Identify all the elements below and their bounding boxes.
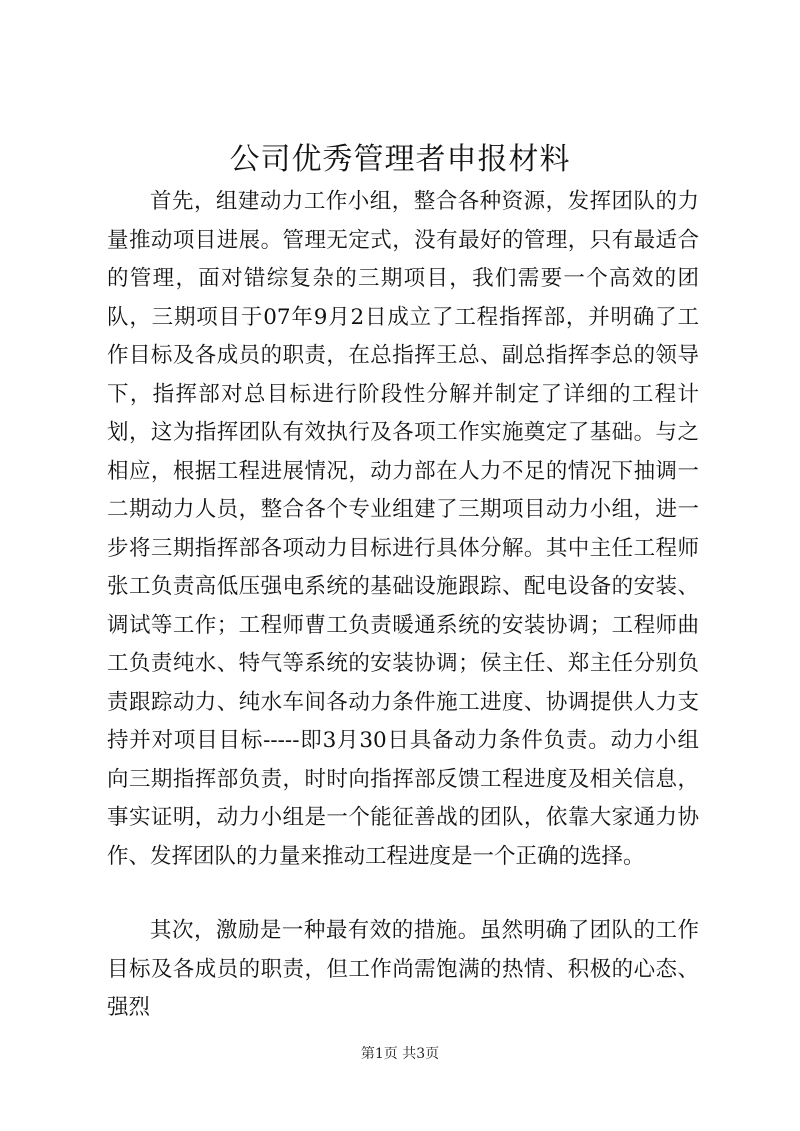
- document-title: 公司优秀管理者申报材料: [229, 142, 571, 177]
- page-footer: 第1页 共3页: [360, 1046, 440, 1062]
- paragraph-1: 首先，组建动力工作小组，整合各种资源，发挥团队的力量推动项目进展。管理无定式，没有最好的管理，只有最适合的管理，面对错综复杂的三期项目，我们需要一个高效的团队，三期项目于07年9月2日成立了工程指挥部，并明确了工作目标及各成员的职责，在总指挥王总、副总指挥李总的领导下，指挥部对总目标进行阶段性分解并制定了详细的工程计划，这为指挥团队有效执行及各项工作实施奠定了基础。与之相应，根据工程进展情况，动力部在人力不足的情况下抽调一二期动力人员，整合各个专业组建了三期项目动力小组，进一步将三期指挥部各项动力目标进行具体分解。其中主任工程师张工负责高低压强电系统的基础设施跟踪、配电设备的安装、调试等工作；工程师曹工负责暖通系统的安装协调；工程师曲工负责纯水、特气等系统的安装协调；侯主任、郑主任分别负责跟踪动力、纯水车间各动力条件施工进度、协调提供人力支持并对项目目标-----即3月30日具备动力条件负责。动力小组向三期指挥部负责，时时向指挥部反馈工程进度及相关信息，事实证明，动力小组是一个能征善战的团队，依靠大家通力协作、发挥团队的力量来推动工程进度是一个正确的选择。: [107, 189, 699, 869]
- paragraph-2: 其次，激励是一种最有效的措施。虽然明确了团队的工作目标及各成员的职责，但工作尚需饱满的热情、积极的心态、强烈: [107, 918, 699, 1020]
